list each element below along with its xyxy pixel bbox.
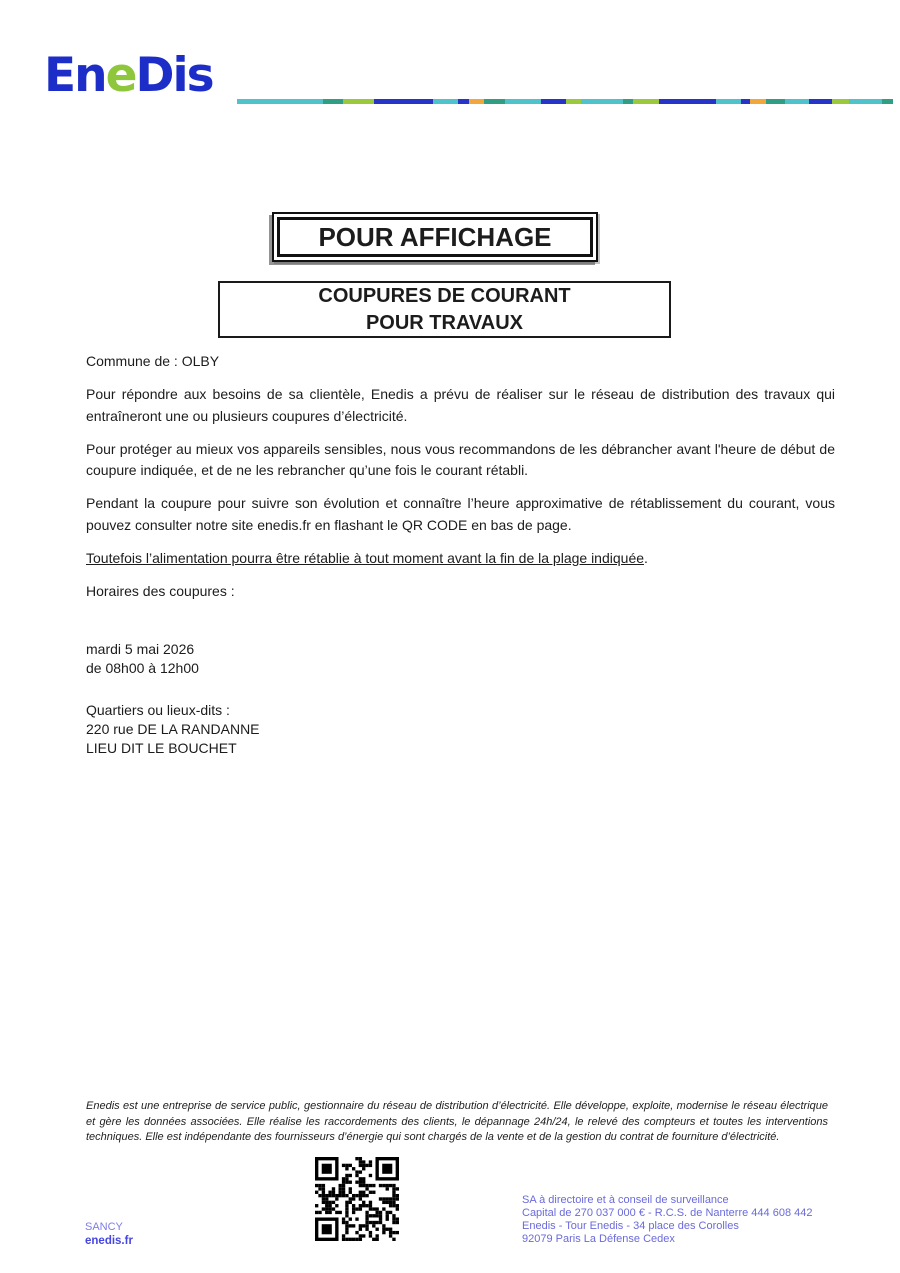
- location-line: LIEU DIT LE BOUCHET: [86, 740, 237, 756]
- commune-line: Commune de : OLBY: [86, 353, 220, 369]
- outage-date: mardi 5 mai 2026: [86, 641, 195, 657]
- company-info-line: Enedis - Tour Enedis - 34 place des Corolles: [522, 1220, 739, 1232]
- location-label: Quartiers ou lieux-dits :: [86, 702, 230, 718]
- paragraph-intro: Pour répondre aux besoins de sa clientèle, Enedis a prévu de réaliser sur le réseau de distribution des travaux qui entraîneront une ou plusieurs coupures d’électricité.: [86, 386, 835, 424]
- qr-code: [315, 1157, 399, 1241]
- paragraph-restoration: [86, 548, 835, 570]
- logo-text-green: e: [105, 48, 136, 103]
- qr-code-image: [315, 1157, 399, 1241]
- notice-title-box: [218, 281, 671, 338]
- website-label: enedis.fr: [85, 1235, 133, 1247]
- agency-name: SANCY: [85, 1221, 123, 1233]
- display-banner-inner-border: [277, 217, 593, 257]
- restoration-underlined-text: Toutefois l’alimentation pourra être rétablie à tout moment avant la fin de la plage indiquée: [86, 549, 645, 566]
- outage-time: de 08h00 à 12h00: [86, 660, 199, 676]
- location-line: 220 rue DE LA RANDANNE: [86, 721, 260, 737]
- legal-fine-print: Enedis est une entreprise de service public, gestionnaire du réseau de distribution d’électricité. Elle développe, exploite, modernise le réseau électrique et gère les données associées. Elle réalise les raccordements des clients, le dépannage 24h/24, le relevé des compteurs et toutes les interventions techniques. Elle est indépendante des fournisseurs d’énergie qui sont chargés de la vente et de la gestion du contrat de fourniture d’électricité.: [86, 1100, 828, 1143]
- schedule-label: Horaires des coupures :: [86, 582, 235, 599]
- paragraph-qrcode: Pendant la coupure pour suivre son évolution et connaître l’heure approximative de rétablissement du courant, vous pouvez consulter notre site enedis.fr en flashant le QR CODE en bas de page.: [86, 495, 835, 533]
- logo-text-blue-1: En: [44, 48, 106, 103]
- company-info-line: SA à directoire et à conseil de surveillance: [522, 1194, 729, 1206]
- enedis-logo: [44, 48, 213, 103]
- display-banner-box: [272, 212, 598, 262]
- location-block: [86, 701, 835, 758]
- restoration-period: .: [644, 549, 648, 566]
- display-banner-title: POUR AFFICHAGE: [318, 221, 552, 252]
- agency-block: [85, 1220, 133, 1248]
- company-info-line: Capital de 270 037 000 € - R.C.S. de Nanterre 444 608 442: [522, 1207, 813, 1219]
- paragraph-advice: Pour protéger au mieux vos appareils sensibles, nous vous recommandons de les débrancher avant l'heure de début de coupure indiquée, et de ne les rebrancher qu’une fois le courant rétabli.: [86, 440, 835, 478]
- logo-text-blue-2: Dis: [135, 48, 213, 103]
- outage-schedule: [86, 640, 835, 678]
- document-body: [86, 351, 835, 758]
- company-info-line: 92079 Paris La Défense Cedex: [522, 1233, 675, 1245]
- notice-title-line1: COUPURES DE COURANT: [318, 284, 571, 307]
- notice-title-line2: POUR TRAVAUX: [365, 311, 524, 334]
- brand-color-divider: [237, 99, 893, 104]
- company-info-block: [522, 1194, 812, 1246]
